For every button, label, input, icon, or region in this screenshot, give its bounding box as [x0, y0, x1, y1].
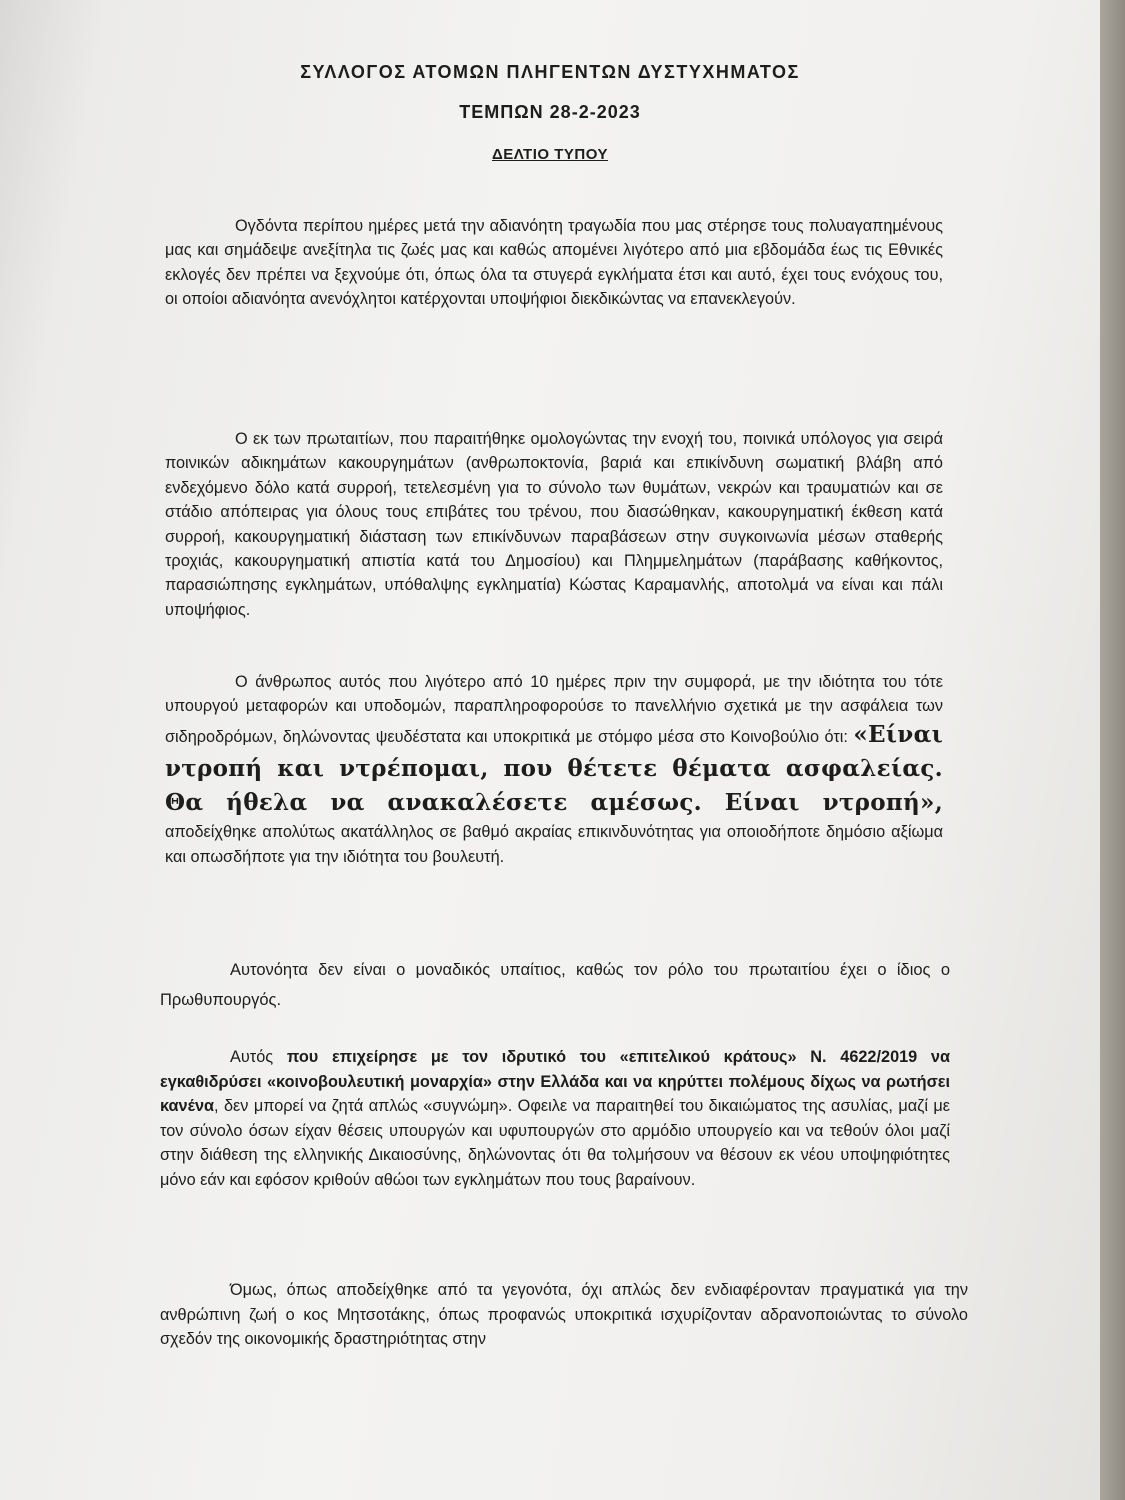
press-release-heading: ΔΕΛΤΙΟ ΤΥΠΟΥ: [492, 146, 608, 163]
paragraph-5: [160, 1045, 950, 1192]
association-title: ΣΥΛΛΟΓΟΣ ΑΤΟΜΩΝ ΠΛΗΓΕΝΤΩΝ ΔΥΣΤΥΧΗΜΑΤΟΣ: [300, 62, 800, 82]
paragraph-5-start: Αυτός: [230, 1048, 287, 1066]
paragraph-5-bold: που επιχείρησε με τον ιδρυτικό του «επιτελικού κράτους» Ν. 4622/2019 να εγκαθιδρύσει «κοινοβουλευτική μοναρχία» στην Ελλάδα και να κηρύττει πολέμους δίχως να ρωτήσει κανένα: [160, 1048, 950, 1115]
paragraph-1: Ογδόντα περίπου ημέρες μετά την αδιανόητη τραγωδία που μας στέρησε τους πολυαγαπημένους μας και σημάδεψε ανεξίτηλα τις ζωές μας και καθώς απομένει λιγότερο από μια εβδομάδα έως τις Εθνικές εκλογές δεν πρέπει να ξεχνούμε ότι, όπως όλα τα στυγερά εγκλήματα έτσι και αυτό, έχει τους ενόχους του, οι οποίοι αδιανόητα ανενόχλητοι κατέρχονται υποψήφιοι διεκδικώντας να επανεκλεγούν.: [165, 217, 943, 308]
paragraph-5-rest: , δεν μπορεί να ζητά απλώς «συγνώμη». Οφειλε να παραιτηθεί του δικαιώματος της ασυλίας, μαζί με τον σύνολο όσων είχαν θέσεις υπουργών και υφυπουργών στο αρμόδιο υπουργείο και να τεθούν όλοι μαζί στην διάθεση της ελληνικής Δικαιοσύνης, δηλώνοντας ότι θα τολμήσουν να θέσουν εκ νέου υποψηφιότητες μόνο εάν και εφόσον κριθούν αθώοι των εγκλημάτων που τους βαραίνουν.: [160, 1097, 950, 1189]
association-title-date: ΤΕΜΠΩΝ 28-2-2023: [459, 102, 641, 122]
paragraph-3-intro: Ο άνθρωπος αυτός που λιγότερο από 10 ημέρες πριν την συμφορά, με την ιδιότητα του τότε υπουργού μεταφορών και υποδομών, παραπληροφορούσε το πανελλήνιο σχετικά με την ασφάλεια των σιδηροδρόμων, δηλώνοντας ψευδέστατα και υποκριτικά με στόμφο μέσα στο Κοινοβούλιο ότι:: [165, 673, 943, 747]
paragraph-3: [165, 670, 943, 869]
paragraph-2: Ο εκ των πρωταιτίων, που παραιτήθηκε ομολογώντας την ενοχή του, ποινικά υπόλογος για σειρά ποινικών αδικημάτων κακουργημάτων (ανθρωποκτονία, βαριά και επικίνδυνη σωματική βλάβη από ενδεχόμενο δόλο κατά συρροή, τετελεσμένη για το σύνολο των θυμάτων, νεκρών και τραυματιών και σε στάδιο απόπειρας για όλους τους επιβάτες του τρένου, που διασώθηκαν, κακουργηματική έκθεση κατά συρροή, κακουργηματική διάσταση των επικίνδυνων παραβάσεων στην συγκοινωνία μέσων σταθερής τροχιάς, κακουργηματική απιστία κατά του Δημοσίου) και Πλημμελημάτων (παράβασης καθήκοντος, παρασιώπησης εγκλημάτων, υπόθαλψης εγκληματία) Κώστας Καραμανλής, αποτολμά να είναι και πάλι υποψήφιος.: [165, 430, 943, 619]
paragraph-4: Αυτονόητα δεν είναι ο μοναδικός υπαίτιος, καθώς τον ρόλο του πρωταιτίου έχει ο ίδιος ο Πρωθυπουργός.: [160, 961, 950, 1009]
parliament-quote: «Είναι ντροπή και ντρέπομαι, που θέτετε θέματα ασφαλείας. Θα ήθελα να ανακαλέσετε αμέσως. Είναι ντροπή»,: [165, 721, 943, 817]
paragraph-6: Όμως, όπως αποδείχθηκε από τα γεγονότα, όχι απλώς δεν ενδιαφέρονταν πραγματικά για την ανθρώπινη ζωή ο κος Μητσοτάκης, όπως προφανώς υποκριτικά ισχυρίζονταν αδρανοποιώντας το σύνολο σχεδόν της οικονομικής δραστηριότητας στην: [160, 1281, 968, 1348]
paragraph-3-outro: αποδείχθηκε απολύτως ακατάλληλος σε βαθμό ακραίας επικινδυνότητας για οποιοδήποτε δημόσιο αξίωμα και οπωσδήποτε για την ιδιότητα του βουλευτή.: [165, 823, 943, 866]
table-surface: [1100, 0, 1125, 1500]
